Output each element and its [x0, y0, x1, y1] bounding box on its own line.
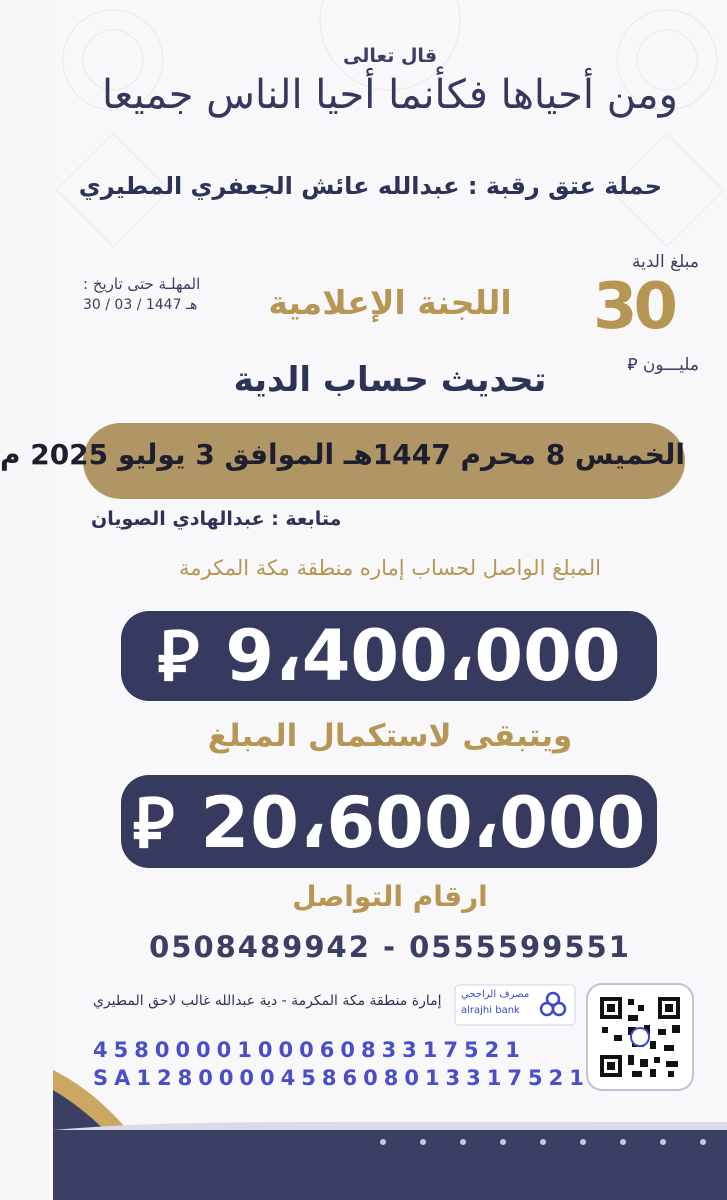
contact-title: ارقام التواصل: [292, 880, 488, 913]
deadline-label: المهلـة حتى تاريخ :: [83, 275, 201, 293]
iban-number[interactable]: SA1280000458608013317521: [93, 1066, 590, 1090]
decorative-swoosh: [53, 1060, 727, 1200]
bank-logo-ar: مصرف الراجحي: [461, 989, 530, 1000]
reached-amount: ⃁ 9،400،000: [157, 615, 621, 697]
diya-amount: 30: [593, 270, 675, 344]
reached-label: المبلغ الواصل لحساب إماره منطقة مكة المكرمة: [179, 556, 601, 580]
account-number[interactable]: 458000010006083317521: [93, 1038, 526, 1062]
deadline-date: 30 / 03 / 1447 هـ: [83, 297, 198, 313]
committee-title: اللجنة الإعلامية: [268, 283, 512, 322]
alrajhi-bank-logo: [455, 985, 575, 1025]
quran-verse: ومن أحياها فكأنما أحيا الناس جميعا: [102, 72, 678, 118]
verse-intro: قال تعالى: [342, 45, 438, 67]
bank-logo-en: alrajhi bank: [461, 1005, 520, 1016]
diya-unit: مليـــون ⃁: [627, 355, 699, 375]
follow-up-credit: متابعة : عبدالهادي الصويان: [91, 508, 342, 530]
account-name: إمارة منطقة مكة المكرمة - دية عبدالله غالب لاحق المطيري: [93, 993, 442, 1009]
update-title: تحديث حساب الدية: [233, 360, 547, 400]
campaign-title: حملة عتق رقبة : عبدالله عائش الجعفري المطيري: [78, 172, 662, 200]
remains-label: ويتبقى لاستكمال المبلغ: [207, 718, 573, 754]
remains-amount: ⃁ 20،600،000: [132, 782, 646, 864]
contact-phones[interactable]: 0508489942 - 0555599551: [149, 930, 631, 964]
date-line: الخميس 8 محرم 1447هـ الموافق 3 يوليو 2025 م: [0, 438, 685, 471]
diya-label: مبلغ الدية: [632, 252, 699, 272]
